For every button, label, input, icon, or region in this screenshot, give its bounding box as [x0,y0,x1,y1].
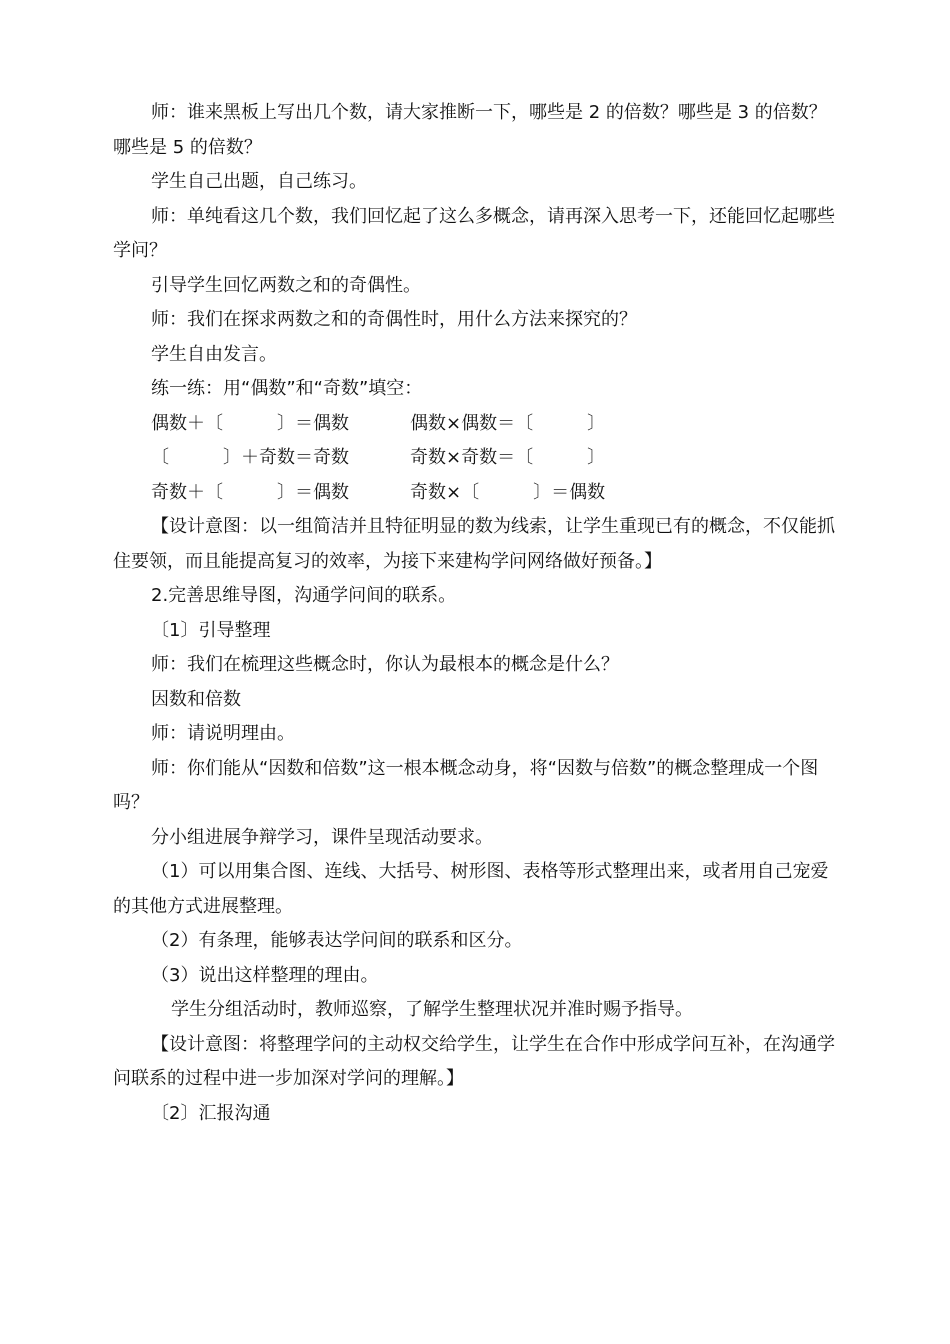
paragraph: 2.完善思维导图，沟通学问间的联系。 [151,585,457,606]
paragraph: 学生分组活动时，教师巡察，了解学生整理状况并准时赐予指导。 [171,999,693,1020]
exercise-item: 奇数＋〔 〕＝偶数 [151,481,349,503]
paragraph: 师：谁来黑板上写出几个数，请大家推断一下，哪些是 2 的倍数？哪些是 3 的倍数？哪些是 5 的倍数？ [113,102,827,158]
exercise-row [113,476,843,511]
paragraph: 师：我们在探求两数之和的奇偶性时，用什么方法来探究的？ [151,309,637,330]
paragraph: 因数和倍数 [151,688,241,710]
paragraph: 学生自己出题，自己练习。 [151,171,367,192]
paragraph: （2）有条理，能够表达学问间的联系和区分。 [151,930,523,951]
paragraph: 师：你们能从“因数和倍数”这一根本概念动身，将“因数与倍数”的概念整理成一个图吗？ [113,757,819,813]
paragraph: 〔2〕汇报沟通 [151,1102,271,1124]
paragraph: 分小组进展争辩学习，课件呈现活动要求。 [151,826,493,848]
exercise-item: 偶数＋〔 〕＝偶数 [151,412,349,434]
paragraph: 学生自由发言。 [151,343,277,365]
paragraph: 引导学生回忆两数之和的奇偶性。 [151,274,421,296]
exercise-item: 〔 〕＋奇数＝奇数 [151,447,349,468]
exercise-row [113,407,843,442]
paragraph: 〔1〕引导整理 [151,619,271,641]
paragraph: （3）说出这样整理的理由。 [151,964,379,986]
paragraph: 练一练：用“偶数”和“奇数”填空： [151,378,423,399]
paragraph: 【设计意图：将整理学问的主动权交给学生，让学生在合作中形成学问互补，在沟通学问联系的过程中进一步加深对学问的理解。】 [113,1033,835,1089]
document-body [113,96,843,1131]
exercise-item: 奇数×〔 〕＝偶数 [410,481,606,503]
exercise-item: 奇数×奇数＝〔 〕 [410,447,606,468]
paragraph: 【设计意图：以一组简洁并且特征明显的数为线索，让学生重现已有的概念，不仅能抓住要领，而且能提高复习的效率，为接下来建构学问网络做好预备。】 [113,516,835,572]
paragraph: 师：单纯看这几个数，我们回忆起了这么多概念，请再深入思考一下，还能回忆起哪些学问？ [113,205,835,261]
paragraph: 师：我们在梳理这些概念时，你认为最根本的概念是什么？ [151,654,619,675]
exercise-item: 偶数×偶数＝〔 〕 [410,412,606,434]
paragraph: （1）可以用集合图、连线、大括号、树形图、表格等形式整理出来，或者用自己宠爱的其他方式进展整理。 [113,861,829,917]
exercise-row [113,441,843,476]
paragraph: 师：请说明理由。 [151,723,295,744]
